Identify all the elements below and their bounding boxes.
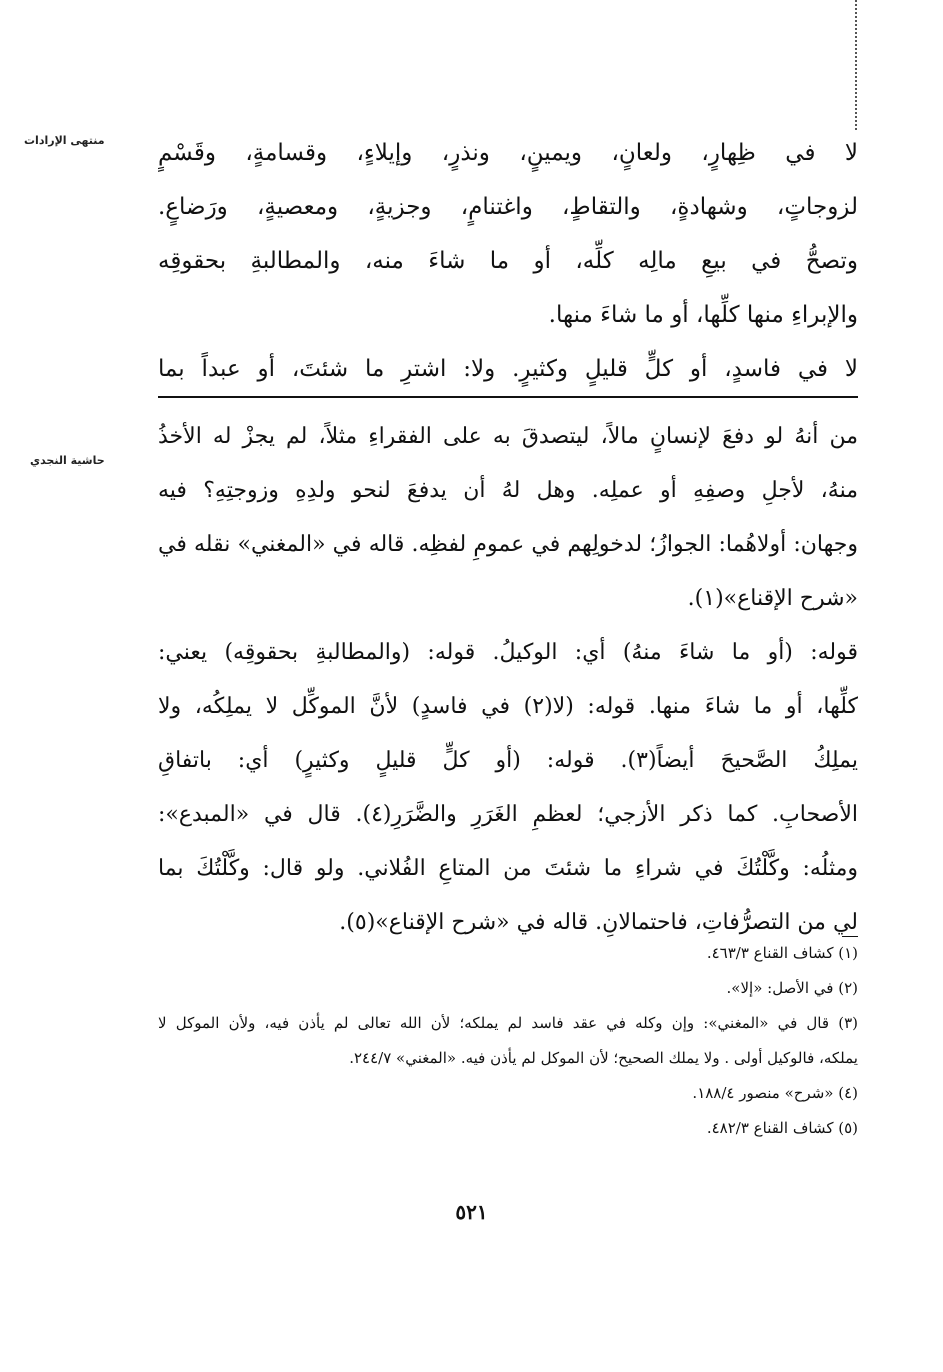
gloss-line: وجهان: أولاهُما: الجوازُ؛ لدخولِهم في عمومِ لفظِه. قاله في «المغني» نقله في	[158, 532, 858, 557]
margin-label-hashiya: حاشية النجدي	[30, 454, 105, 467]
footnote-line: (٤) «شرح» منصور ١٨٨/٤.	[692, 1084, 858, 1102]
main-line: لا في ظِهارٍ، ولعانٍ، ويمينٍ، ونذرٍ، وإيلاءٍ، وقسامةٍ، وقَسْمٍ	[158, 140, 858, 166]
page-edge-dots	[855, 0, 857, 130]
gloss-line: «شرح الإقناع»(١).	[687, 586, 858, 611]
gloss-line: منهُ، لأجلِ وصفِهِ أو عملِه. وهل لهُ أن يدفعَ لنحو ولدِهِ وزوجتِهِ؟ فيه	[158, 478, 858, 503]
footnote-line: يملكه، فالوكيل أولى . ولا يملك الصحيح؛ لأن الموكل لم يأذن فيه. «المغني» ٢٤٤/٧.	[349, 1049, 858, 1067]
footnote-line: (٢) في الأصل: «إلا».	[726, 979, 858, 997]
gloss-text-block	[158, 410, 858, 950]
main-line: لا في فاسدٍ، أو كلٍّ قليلٍ وكثيرٍ. ولا: اشترِ ما شئتَ، أو عبداً بما	[158, 356, 858, 382]
main-line: وتصحُّ في بيعِ مالِه كلِّه، أو ما شاءَ منه، والمطالبةِ بحقوقِه	[158, 248, 858, 274]
margin-label-matn: منتهى الإرادات	[24, 134, 105, 147]
gloss-line: لي من التصرُّفاتِ، فاحتمالانِ. قاله في «شرح الإقناع»(٥).	[339, 910, 858, 935]
footnote-line: (١) كشاف القناع ٤٦٣/٣.	[706, 944, 858, 962]
section-divider	[158, 396, 858, 398]
footnote-line: (٣) قال في «المغني»: وإن وكله في عقد فاسد لم يملكه؛ لأن الله تعالى لم يأذن فيه، ولأن الموكل لا	[158, 1014, 858, 1032]
footnote-line: (٥) كشاف القناع ٤٨٢/٣.	[706, 1119, 858, 1137]
footnotes-block	[158, 936, 858, 1146]
gloss-line: قوله: (أو ما شاءَ منهُ) أي: الوكيلُ. قوله: (والمطالبةِ بحقوقِه) يعني:	[158, 640, 858, 665]
main-text-block	[158, 126, 858, 396]
gloss-line: كلِّها، أو ما شاءَ منها. قوله: (لا(٢) في فاسدٍ) لأنَّ الموكِّل لا يملِكُه، ولا	[158, 694, 858, 719]
gloss-line: الأصحابِ. كما ذكر الأزجي؛ لعظمِ الغَرَرِ والضَّرَرِ(٤). قال في «المبدع»:	[158, 802, 858, 827]
gloss-line: يملِكُ الصَّحيحَ أيضاً(٣). قوله: (أو كلٍّ قليلٍ وكثيرٍ) أي: باتفاقِ	[158, 748, 858, 773]
main-line: لزوجاتٍ، وشهادةٍ، والتقاطٍ، واغتنامٍ، وجزيةٍ، ومعصيةٍ، ورَضاعٍ.	[158, 194, 858, 220]
main-line: والإبراءِ منها كلِّها، أو ما شاءَ منها.	[548, 302, 858, 328]
page-number: ٥٢١	[455, 1200, 488, 1224]
gloss-line: من أنهُ لو دفعَ لإنسانٍ مالاً، ليتصدقَ به على الفقراءِ مثلاً، لم يجزْ له الأخذُ	[158, 424, 858, 449]
gloss-line: ومثلُه: وكَّلْتُكَ في شراءِ ما شئتَ من المتاعِ الفُلاني. ولو قال: وكَّلْتُكَ بما	[158, 856, 858, 881]
